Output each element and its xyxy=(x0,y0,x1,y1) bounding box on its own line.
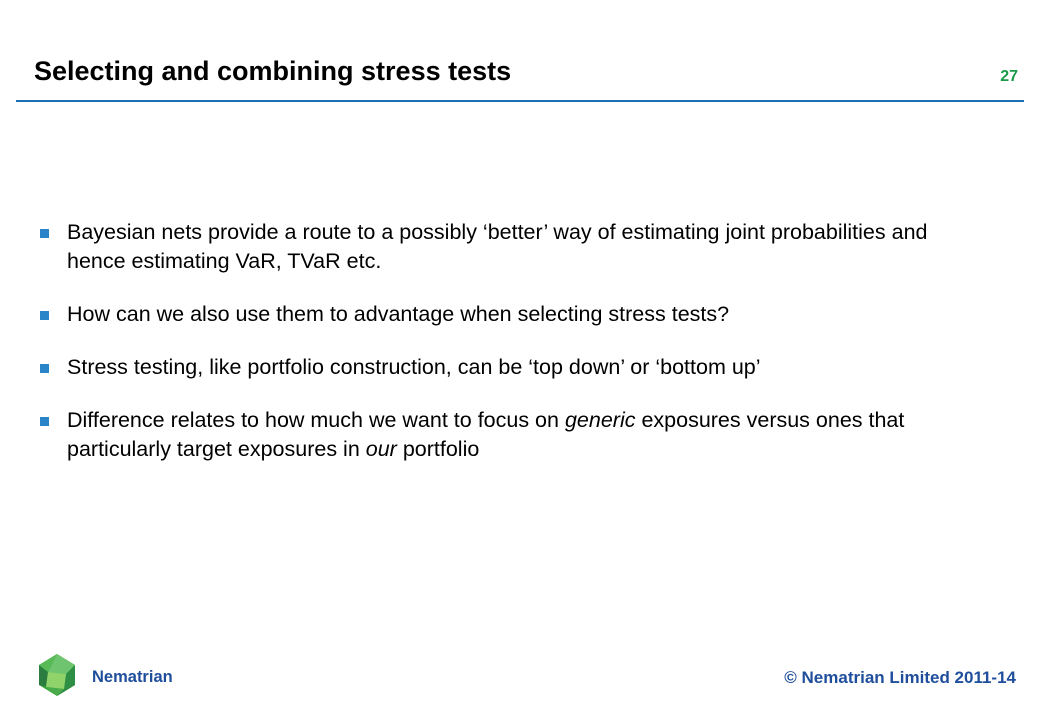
footer-copyright: © Nematrian Limited 2011-14 xyxy=(784,668,1016,687)
footer-brand: Nematrian xyxy=(92,668,173,686)
bullet-item xyxy=(36,406,966,464)
title-divider xyxy=(16,100,1024,102)
page-number: 27 xyxy=(1000,68,1018,85)
bullet-item xyxy=(36,353,966,382)
bullet-text: Bayesian nets provide a route to a possibly ‘better’ way of estimating joint probabilities and hence estimating VaR, TVaR etc. xyxy=(67,220,928,273)
bullet-text: How can we also use them to advantage when selecting stress tests? xyxy=(67,302,730,326)
bullet-square-icon xyxy=(40,229,49,238)
page-title: Selecting and combining stress tests xyxy=(34,56,512,86)
bullet-item xyxy=(36,300,966,329)
nematrian-polyhedron-logo-icon xyxy=(34,652,80,698)
bullet-text: Difference relates to how much we want to focus on generic exposures versus ones that particularly target exposures in our portfolio xyxy=(67,408,905,461)
bullet-list xyxy=(36,218,966,464)
bullet-text: Stress testing, like portfolio construction, can be ‘top down’ or ‘bottom up’ xyxy=(67,355,761,379)
bullet-item xyxy=(36,218,966,276)
bullet-square-icon xyxy=(40,417,49,426)
bullet-square-icon xyxy=(40,364,49,373)
bullet-square-icon xyxy=(40,311,49,320)
